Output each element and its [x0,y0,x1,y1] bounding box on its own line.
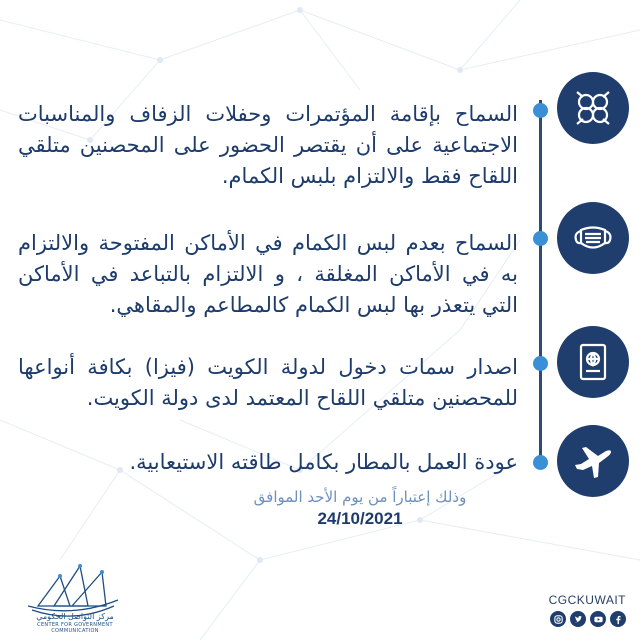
timeline-dot [533,356,548,371]
effective-from-text: وذلك إعتباراً من يوم الأحد الموافق [253,488,467,506]
facebook-icon[interactable] [610,611,626,627]
rings-icon [557,72,629,144]
passport-icon [557,326,629,398]
face-mask-icon [557,202,629,274]
logo-arabic-name: مركز التواصل الحكومي [36,612,114,621]
effective-date: 24/10/2021 [317,509,403,528]
airplane-icon [557,425,629,497]
item-text-masks: السماح بعدم لبس الكمام في الأماكن المفتوحة والالتزام به في الأماكن المغلقة ، و الالتزام بالتباعد في الأماكن التي يتعذر بها لبس الكمام كالمطاعم والمقاهي. [18,231,518,317]
logo-english-name: CENTER FOR GOVERNMENT COMMUNICATION [37,622,113,634]
timeline-dot [533,103,548,118]
youtube-icon[interactable] [590,611,606,627]
twitter-icon[interactable] [570,611,586,627]
social-icons [550,611,626,627]
timeline-dot [533,231,548,246]
social-handle: CGCKUWAIT [548,593,626,607]
instagram-icon[interactable] [550,611,566,627]
item-text-airport: عودة العمل بالمطار بكامل طاقته الاستيعابية. [129,450,518,474]
timeline-dot [533,455,548,470]
item-text-events: السماح بإقامة المؤتمرات وحفلات الزفاف والمناسبات الاجتماعية على أن يقتصر الحضور على المحصنين متلقي اللقاح فقط والالتزام بلبس الكمام. [18,102,518,188]
timeline-line [539,100,542,468]
item-text-visas: اصدار سمات دخول لدولة الكويت (فيزا) بكافة أنواعها للمحصنين متلقي اللقاح المعتمد لدى دولة الكويت. [18,355,518,410]
